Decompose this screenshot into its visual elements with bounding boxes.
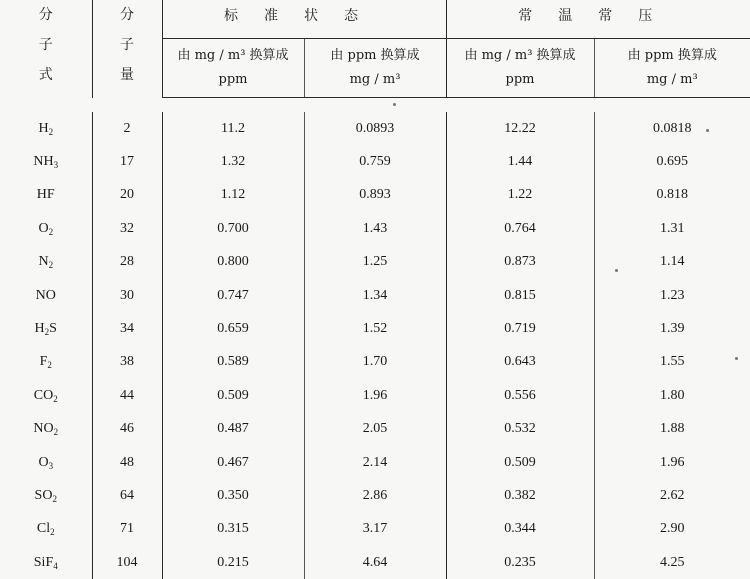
ntp-mg-to-ppm-cell: 0.873 (446, 246, 594, 279)
print-speck (735, 357, 738, 360)
formula-cell: $O_2$ (0, 212, 92, 245)
ntp-mg-to-ppm-cell: 0.382 (446, 479, 594, 512)
ntp-ppm-to-mg-cell: 4.25 (660, 554, 685, 570)
table-row (0, 479, 750, 512)
std-ppm-to-mg-cell: 2.86 (304, 479, 446, 512)
std-ppm-to-mg-cell: 2.14 (304, 446, 446, 479)
table-row (0, 212, 750, 245)
formula-cell: $N_2$ (0, 246, 92, 279)
std-ppm-to-mg-cell: 0.759 (304, 145, 446, 178)
std-ppm-to-mg-cell: 3.17 (304, 513, 446, 546)
ntp-mg-to-ppm-cell: 0.764 (446, 212, 594, 245)
print-speck (706, 129, 709, 132)
std-mg-to-ppm-cell: 0.589 (162, 346, 304, 379)
molecular-mass-cell: 34 (92, 312, 162, 345)
ntp-ppm-to-mg-cell: 2.90 (660, 521, 685, 537)
molecular-mass-cell: 104 (92, 546, 162, 579)
ntp-mg-to-ppm-cell: 0.509 (446, 446, 594, 479)
ntp-ppm-to-mg-cell: 2.62 (660, 487, 685, 503)
std-mg-to-ppm-cell: 0.350 (162, 479, 304, 512)
ntp-ppm-to-mg-header: 由 ppm 换算成 mg / m³ (594, 39, 750, 98)
formula-cell: $Cl_2$ (0, 513, 92, 546)
std-mg-to-ppm-cell: 11.2 (162, 112, 304, 145)
table-row (0, 346, 750, 379)
ntp-mg-to-ppm-cell: 1.44 (446, 145, 594, 178)
std-mg-to-ppm-cell: 1.12 (162, 179, 304, 212)
formula-cell: $H_2$ (0, 112, 92, 145)
table-row (0, 312, 750, 345)
table-row (0, 513, 750, 546)
std-mg-to-ppm-cell: 0.487 (162, 413, 304, 446)
std-ppm-to-mg-cell: 1.34 (304, 279, 446, 312)
std-ppm-to-mg-cell: 2.05 (304, 413, 446, 446)
ntp-ppm-to-mg-cell: 1.14 (660, 254, 685, 270)
formula-cell: HF (0, 179, 92, 212)
std-mg-to-ppm-cell: 1.32 (162, 145, 304, 178)
molecular-mass-cell: 46 (92, 413, 162, 446)
std-ppm-to-mg-cell: 0.893 (304, 179, 446, 212)
std-mg-to-ppm-cell: 0.700 (162, 212, 304, 245)
std-ppm-to-mg-cell: 0.0893 (304, 112, 446, 145)
table-row (0, 413, 750, 446)
std-mg-to-ppm-header: 由 mg / m³ 换算成 ppm (162, 39, 304, 98)
ntp-mg-to-ppm-cell: 12.22 (446, 112, 594, 145)
ntp-mg-to-ppm-cell: 0.556 (446, 379, 594, 412)
formula-cell: $NO_2$ (0, 413, 92, 446)
table-row (0, 179, 750, 212)
molecular-mass-cell: 2 (92, 112, 162, 145)
std-ppm-to-mg-header: 由 ppm 换算成 mg / m³ (304, 39, 446, 98)
ntp-ppm-to-mg-cell: 1.96 (660, 454, 685, 470)
ntp-mg-to-ppm-cell: 0.643 (446, 346, 594, 379)
std-ppm-to-mg-cell: 1.70 (304, 346, 446, 379)
ntp-mg-to-ppm-cell: 0.235 (446, 546, 594, 579)
ntp-mg-to-ppm-cell: 0.719 (446, 312, 594, 345)
formula-cell: NO (0, 279, 92, 312)
std-mg-to-ppm-cell: 0.467 (162, 446, 304, 479)
table-row (0, 446, 750, 479)
ntp-ppm-to-mg-cell: 0.0818 (653, 120, 692, 136)
std-mg-to-ppm-cell: 0.747 (162, 279, 304, 312)
ntp-mg-to-ppm-cell: 0.344 (446, 513, 594, 546)
std-ppm-to-mg-cell: 1.25 (304, 246, 446, 279)
molecular-mass-cell: 44 (92, 379, 162, 412)
ntp-mg-to-ppm-cell: 0.532 (446, 413, 594, 446)
ntp-mg-to-ppm-cell: 1.22 (446, 179, 594, 212)
formula-cell: $CO_2$ (0, 379, 92, 412)
mass-header: 分 子 量 (92, 0, 162, 98)
table-row (0, 546, 750, 579)
normal-temp-pressure-header: 常温常压 (446, 0, 750, 39)
table-row (0, 279, 750, 312)
molecular-mass-cell: 28 (92, 246, 162, 279)
ntp-mg-to-ppm-cell: 0.815 (446, 279, 594, 312)
ntp-ppm-to-mg-cell: 1.31 (660, 220, 685, 236)
formula-header: 分 子 式 (0, 0, 92, 98)
table-row (0, 145, 750, 178)
print-speck (393, 103, 396, 106)
std-mg-to-ppm-cell: 0.315 (162, 513, 304, 546)
std-ppm-to-mg-cell: 4.64 (304, 546, 446, 579)
formula-cell: $O_3$ (0, 446, 92, 479)
ntp-ppm-to-mg-cell: 0.695 (656, 154, 688, 170)
std-ppm-to-mg-cell: 1.96 (304, 379, 446, 412)
std-mg-to-ppm-cell: 0.659 (162, 312, 304, 345)
table-row (0, 379, 750, 412)
molecular-mass-cell: 48 (92, 446, 162, 479)
molecular-mass-cell: 64 (92, 479, 162, 512)
formula-cell: SiF$_4$ (0, 546, 92, 579)
ntp-ppm-to-mg-cell: 1.39 (660, 321, 685, 337)
formula-cell: $F_2$ (0, 346, 92, 379)
molecular-mass-cell: 30 (92, 279, 162, 312)
ntp-ppm-to-mg-cell: 1.23 (660, 287, 685, 303)
table-row (0, 246, 750, 279)
molecular-mass-cell: 17 (92, 145, 162, 178)
std-ppm-to-mg-cell: 1.52 (304, 312, 446, 345)
standard-state-header: 标准状态 (162, 0, 446, 39)
molecular-mass-cell: 71 (92, 513, 162, 546)
table-row (0, 112, 750, 145)
std-mg-to-ppm-cell: 0.509 (162, 379, 304, 412)
std-mg-to-ppm-cell: 0.215 (162, 546, 304, 579)
formula-cell: $H_2S$ (0, 312, 92, 345)
ntp-ppm-to-mg-cell: 1.88 (660, 421, 685, 437)
std-ppm-to-mg-cell: 1.43 (304, 212, 446, 245)
std-mg-to-ppm-cell: 0.800 (162, 246, 304, 279)
ntp-ppm-to-mg-cell: 1.80 (660, 387, 685, 403)
formula-cell: $SO_2$ (0, 479, 92, 512)
formula-cell: $NH_3$ (0, 145, 92, 178)
ntp-ppm-to-mg-cell: 1.55 (660, 354, 685, 370)
ntp-ppm-to-mg-cell: 0.818 (656, 187, 688, 203)
ntp-mg-to-ppm-header: 由 mg / m³ 换算成 ppm (446, 39, 594, 98)
molecular-mass-cell: 38 (92, 346, 162, 379)
molecular-mass-cell: 32 (92, 212, 162, 245)
molecular-mass-cell: 20 (92, 179, 162, 212)
print-speck (615, 269, 618, 272)
